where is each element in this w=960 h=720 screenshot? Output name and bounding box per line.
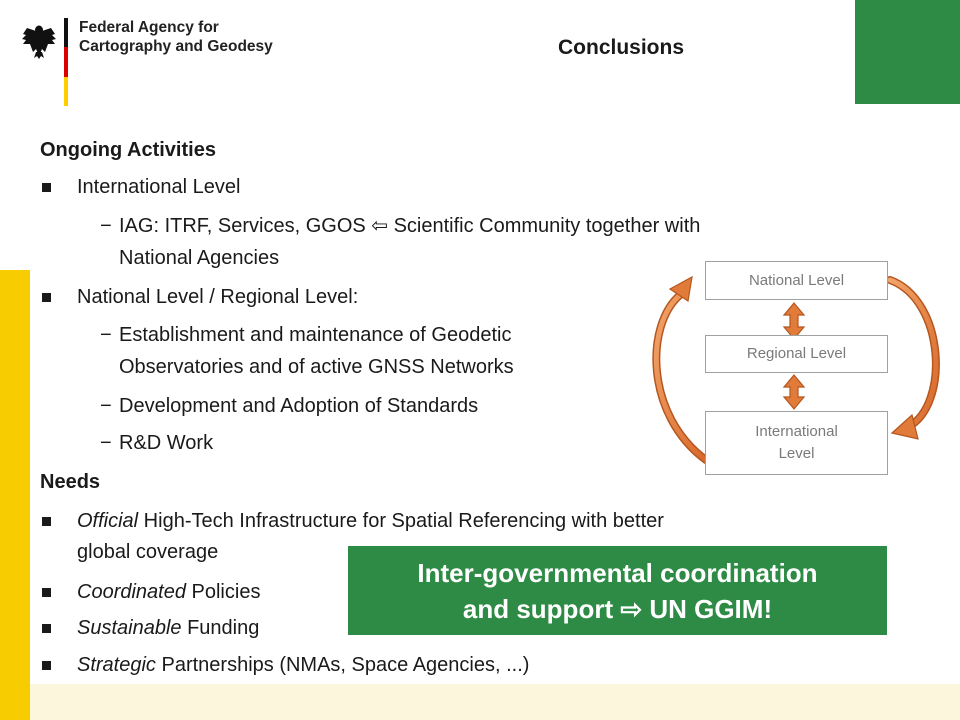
bullet-icon <box>42 517 51 526</box>
needs-item-4-text: Partnerships (NMAs, Space Agencies, ...) <box>155 654 530 676</box>
national-item-3: R&D Work <box>119 432 214 454</box>
needs-item-1-text: High-Tech Infrastructure for Spatial Referencing with better <box>138 510 664 532</box>
national-item-2: Development and Adoption of Standards <box>119 395 479 417</box>
international-box-line2: Level <box>778 445 815 462</box>
bullet-icon <box>42 661 51 670</box>
needs-item-3-emphasis: Sustainable <box>77 617 182 639</box>
callout-line2: and support ⇨ UN GGIM! <box>462 593 773 624</box>
agency-name <box>79 18 273 56</box>
needs-item-1-emphasis: Official <box>77 510 139 532</box>
national-item-1-line2: Observatories and of active GNSS Networks <box>119 356 514 378</box>
dash-icon: − <box>100 395 112 417</box>
international-level-box <box>705 411 888 475</box>
agency-name-line2: Cartography and Geodesy <box>79 38 273 55</box>
german-flag-stripe <box>64 18 68 106</box>
national-level-box: National Level <box>705 261 888 300</box>
needs-item-2-text: Policies <box>185 581 261 603</box>
side-accent-bar <box>0 270 30 720</box>
needs-item-1-line2: global coverage <box>77 541 219 563</box>
needs-item-3-text: Funding <box>181 617 260 639</box>
federal-eagle-icon <box>20 22 58 60</box>
international-detail-line1: IAG: ITRF, Services, GGOS ⇦ Scientific Community together with <box>119 215 701 237</box>
needs-heading: Needs <box>40 471 101 493</box>
ongoing-heading: Ongoing Activities <box>40 139 216 161</box>
up-down-arrow-icon <box>784 375 804 409</box>
page-title: Conclusions <box>558 36 685 59</box>
national-level-label: National Level / Regional Level: <box>77 286 359 308</box>
un-ggim-callout <box>348 546 887 635</box>
corner-accent-box <box>855 0 960 104</box>
callout-line1: Inter-governmental coordination <box>417 557 818 588</box>
agency-name-line1: Federal Agency for <box>79 19 219 36</box>
bullet-icon <box>42 293 51 302</box>
international-level-label: International Level <box>77 176 241 198</box>
bullet-icon <box>42 183 51 192</box>
dash-icon: − <box>100 215 112 237</box>
dash-icon: − <box>100 432 112 454</box>
bullet-icon <box>42 624 51 633</box>
footer-band <box>30 684 960 720</box>
needs-item-1 <box>77 509 664 534</box>
needs-item-2-emphasis: Coordinated <box>77 581 186 603</box>
international-box-line1: International <box>755 423 838 440</box>
dash-icon: − <box>100 324 112 346</box>
international-detail-line2: National Agencies <box>119 247 280 269</box>
national-item-1-line1: Establishment and maintenance of Geodetic <box>119 324 512 346</box>
bullet-icon <box>42 588 51 597</box>
regional-level-box: Regional Level <box>705 335 888 373</box>
needs-item-4 <box>77 653 529 678</box>
needs-item-2 <box>77 580 260 605</box>
up-down-arrow-icon <box>784 303 804 339</box>
needs-item-4-emphasis: Strategic <box>77 654 156 676</box>
needs-item-3 <box>77 616 259 641</box>
